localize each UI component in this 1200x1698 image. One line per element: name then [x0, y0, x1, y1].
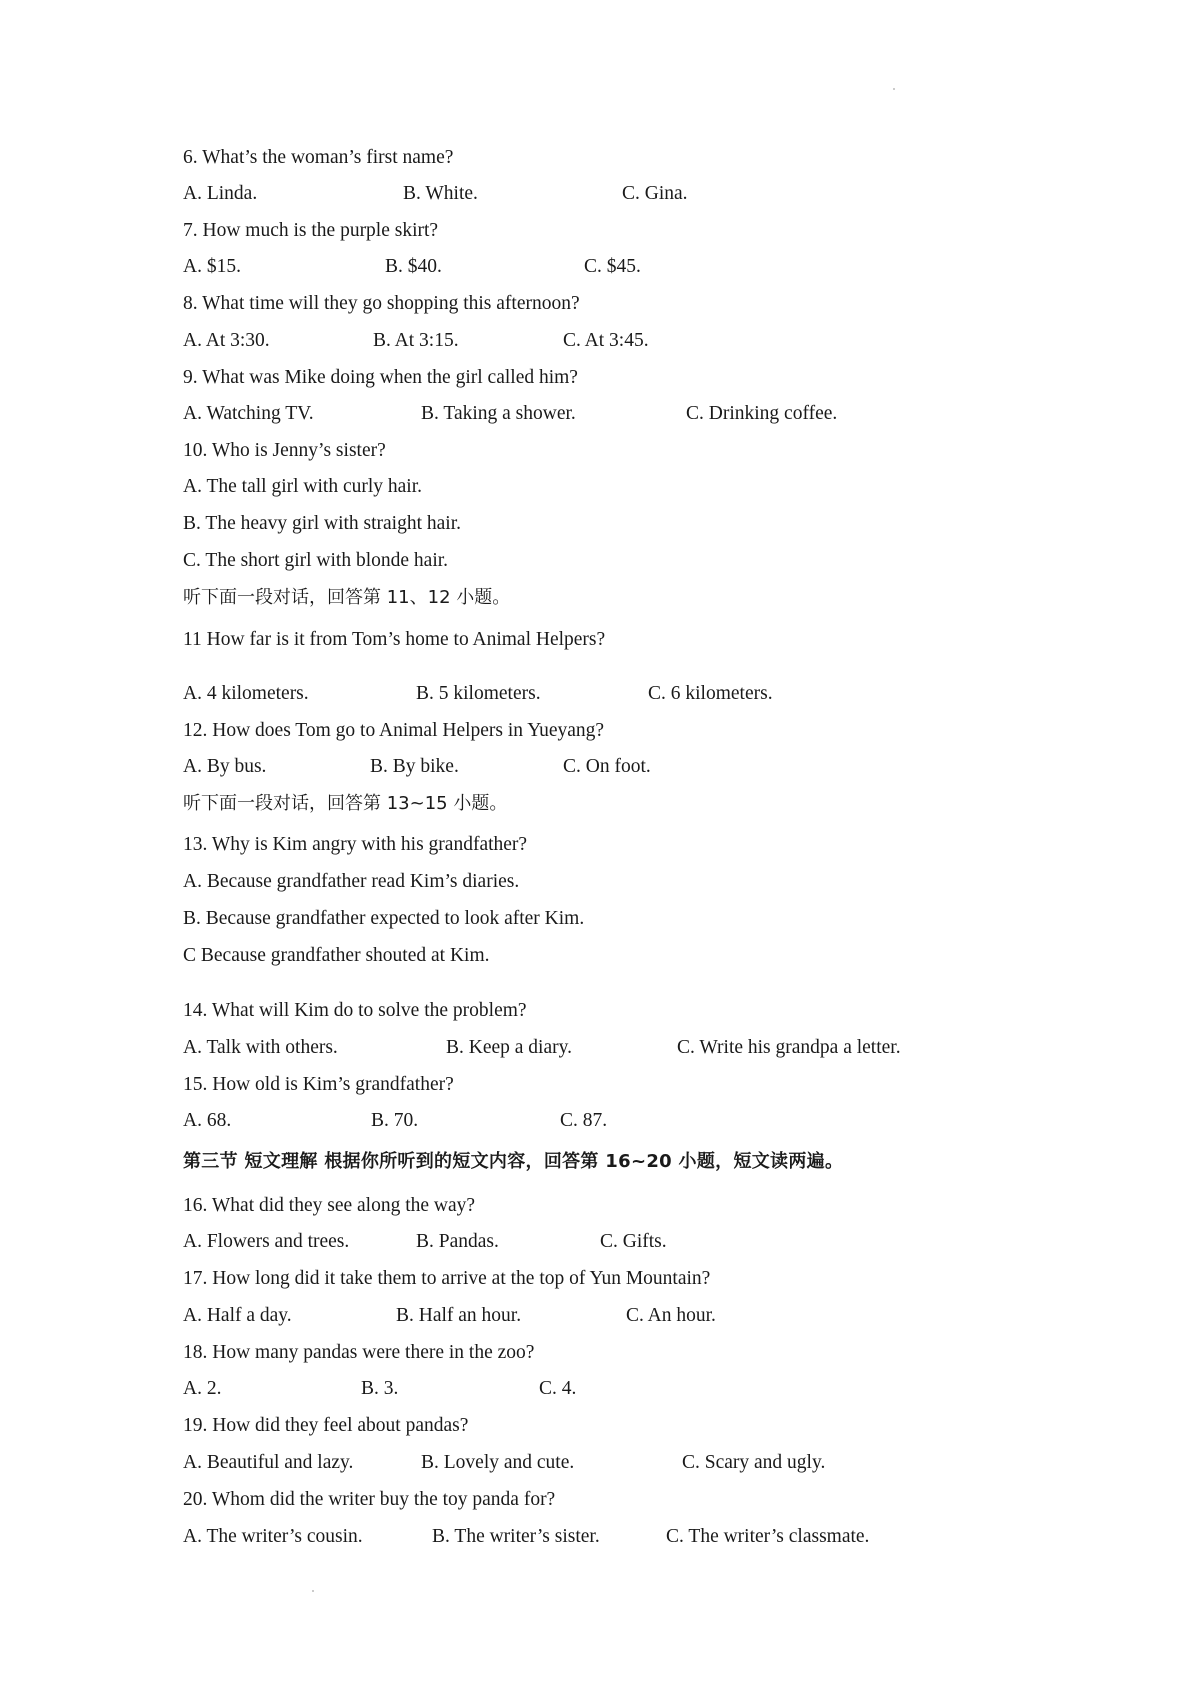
option-b: B. 70.: [371, 1110, 419, 1131]
option-a: A. At 3:30.: [183, 330, 270, 351]
option-c: C. Gifts.: [600, 1231, 667, 1252]
option-a: A. Beautiful and lazy.: [183, 1452, 354, 1473]
option-c: C. 87.: [560, 1110, 608, 1131]
option-c: C. 6 kilometers.: [648, 683, 773, 704]
option-a: A. Watching TV.: [183, 403, 314, 424]
option-c: C. Drinking coffee.: [686, 403, 838, 424]
question-18: 18. How many pandas were there in the zoo?: [183, 1342, 535, 1363]
option-b: B. The writer’s sister.: [432, 1526, 600, 1547]
question-11: 11 How far is it from Tom’s home to Animal Helpers?: [183, 629, 606, 650]
question-8: 8. What time will they go shopping this afternoon?: [183, 293, 580, 314]
option-b: B. Half an hour.: [396, 1305, 522, 1326]
scan-speck: [312, 1590, 314, 1592]
option-b: B. 5 kilometers.: [416, 683, 541, 704]
option-a: A. 68.: [183, 1110, 232, 1131]
option-c: C. The short girl with blonde hair.: [183, 550, 449, 571]
option-c: C. Scary and ugly.: [682, 1452, 826, 1473]
option-a: A. The tall girl with curly hair.: [183, 476, 423, 497]
question-12: 12. How does Tom go to Animal Helpers in Yueyang?: [183, 720, 605, 741]
option-b: B. Keep a diary.: [446, 1037, 572, 1058]
option-c: C. Write his grandpa a letter.: [677, 1037, 901, 1058]
option-b: B. Taking a shower.: [421, 403, 576, 424]
option-b: B. At 3:15.: [373, 330, 459, 351]
option-a: A. 4 kilometers.: [183, 683, 309, 704]
option-a: A. Because grandfather read Kim’s diaries.: [183, 871, 520, 892]
question-17: 17. How long did it take them to arrive at the top of Yun Mountain?: [183, 1268, 711, 1289]
question-9: 9. What was Mike doing when the girl called him?: [183, 367, 578, 388]
option-c: C Because grandfather shouted at Kim.: [183, 945, 490, 966]
question-14: 14. What will Kim do to solve the problem?: [183, 1000, 527, 1021]
option-a: A. By bus.: [183, 756, 267, 777]
option-a: A. Talk with others.: [183, 1037, 338, 1058]
option-b: B. Lovely and cute.: [421, 1452, 575, 1473]
option-a: A. The writer’s cousin.: [183, 1526, 363, 1547]
question-20: 20. Whom did the writer buy the toy panda for?: [183, 1489, 556, 1510]
option-b: B. Because grandfather expected to look after Kim.: [183, 908, 585, 929]
option-c: C. An hour.: [626, 1305, 716, 1326]
option-a: A. $15.: [183, 256, 241, 277]
question-7: 7. How much is the purple skirt?: [183, 220, 439, 241]
option-b: B. $40.: [385, 256, 442, 277]
option-c: C. On foot.: [563, 756, 651, 777]
instruction-11-12: 听下面一段对话，回答第 11、12 小题。: [183, 587, 511, 608]
option-c: C. 4.: [539, 1378, 577, 1399]
option-a: A. 2.: [183, 1378, 222, 1399]
question-10: 10. Who is Jenny’s sister?: [183, 440, 386, 461]
option-b: B. White.: [403, 183, 478, 204]
instruction-13-15: 听下面一段对话，回答第 13~15 小题。: [183, 793, 508, 814]
scan-speck: [893, 88, 895, 90]
question-15: 15. How old is Kim’s grandfather?: [183, 1074, 454, 1095]
option-c: C. At 3:45.: [563, 330, 649, 351]
option-c: C. The writer’s classmate.: [666, 1526, 870, 1547]
option-a: A. Half a day.: [183, 1305, 292, 1326]
question-19: 19. How did they feel about pandas?: [183, 1415, 469, 1436]
option-c: C. Gina.: [622, 183, 688, 204]
option-a: A. Linda.: [183, 183, 258, 204]
option-b: B. 3.: [361, 1378, 399, 1399]
option-b: B. The heavy girl with straight hair.: [183, 513, 462, 534]
question-13: 13. Why is Kim angry with his grandfather?: [183, 834, 528, 855]
question-16: 16. What did they see along the way?: [183, 1195, 476, 1216]
option-b: B. By bike.: [370, 756, 459, 777]
option-c: C. $45.: [584, 256, 641, 277]
section-3-heading: 第三节 短文理解 根据你所听到的短文内容，回答第 16~20 小题，短文读两遍。: [183, 1151, 844, 1172]
option-b: B. Pandas.: [416, 1231, 499, 1252]
question-6: 6. What’s the woman’s first name?: [183, 147, 454, 168]
option-a: A. Flowers and trees.: [183, 1231, 350, 1252]
